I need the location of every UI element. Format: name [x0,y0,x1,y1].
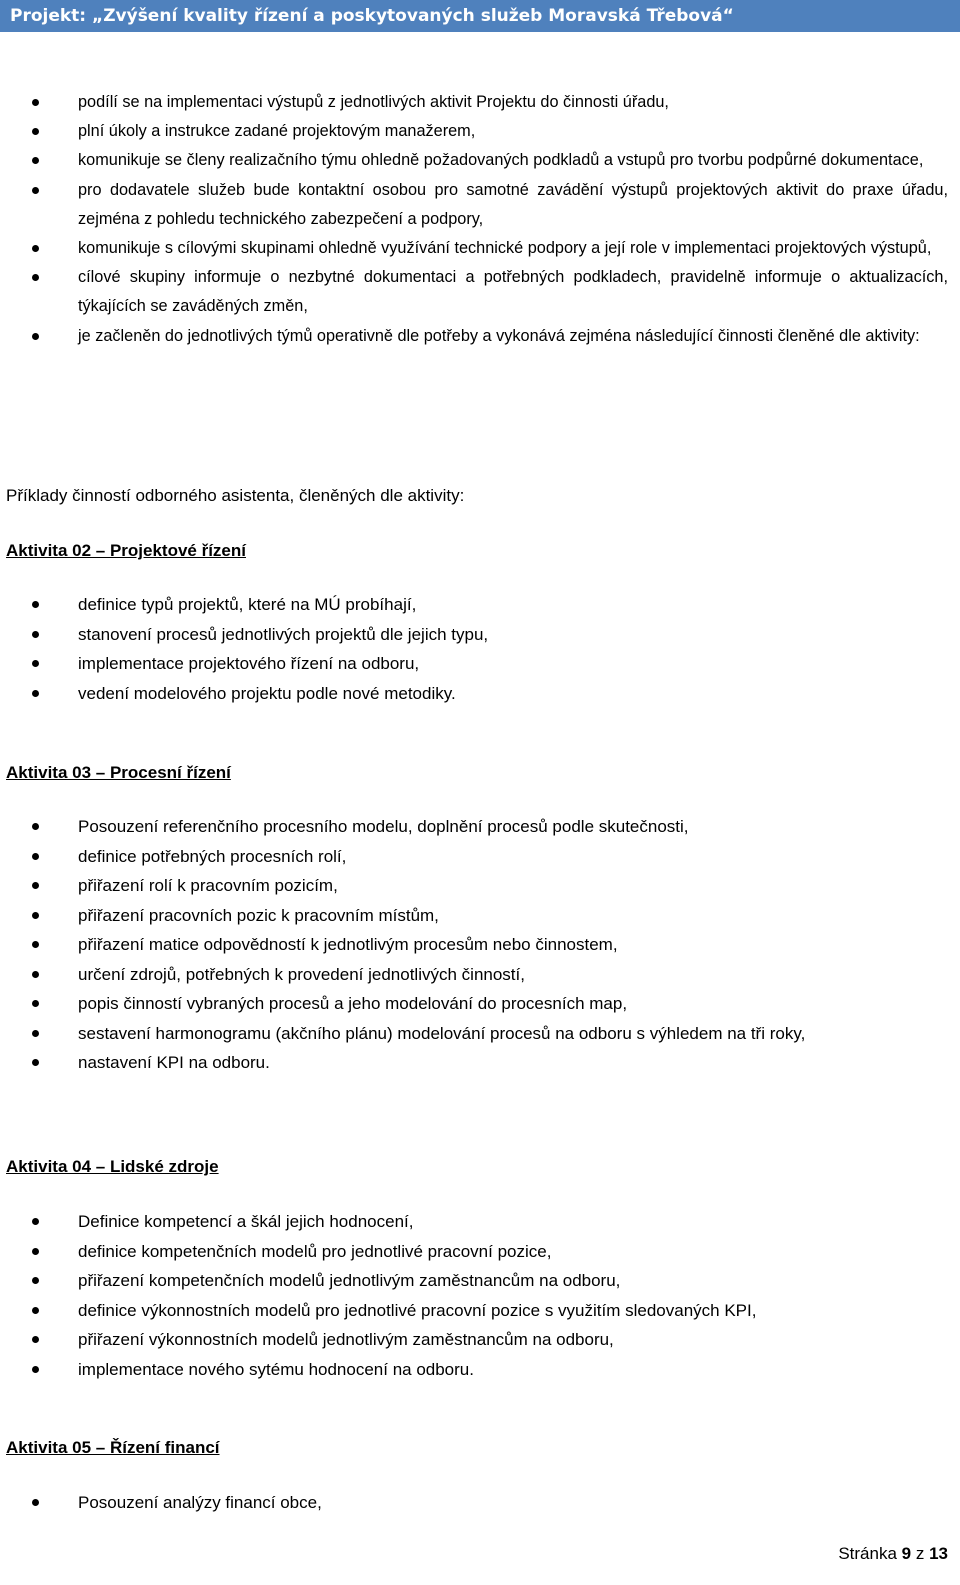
bullet-icon [32,823,39,830]
bullet-icon [32,1336,39,1343]
bullet-icon [32,690,39,697]
activity-05-list [0,1488,948,1518]
bullet-icon [32,1030,39,1037]
bullet-icon [32,1248,39,1255]
list-item: komunikuje se členy realizačního týmu ohledně požadovaných podkladů a vstupů pro tvorbu podpůrné dokumentace, [0,146,948,175]
activity-03-list [0,812,948,1078]
bullet-icon [32,601,39,608]
bullet-icon [32,1000,39,1007]
bullet-icon [32,1366,39,1373]
intro-paragraph: Příklady činností odborného asistenta, členěných dle aktivity: [6,486,465,505]
bullet-icon [32,99,39,106]
bullet-icon [32,333,39,340]
list-item: definice typů projektů, které na MÚ probíhají, [0,590,948,620]
section-heading-aktivita-02: Aktivita 02 – Projektové řízení [6,541,246,560]
list-item: implementace nového sytému hodnocení na odboru. [0,1355,948,1385]
list-item: implementace projektového řízení na odboru, [0,649,948,679]
list-item: přiřazení rolí k pracovním pozicím, [0,871,948,901]
bullet-icon [32,128,39,135]
activity-02-list [0,590,948,708]
bullet-icon [32,971,39,978]
bullet-icon [32,245,39,252]
list-item: Posouzení referenčního procesního modelu, doplnění procesů podle skutečnosti, [0,812,948,842]
list-item: cílové skupiny informuje o nezbytné dokumentaci a potřebných podkladech, pravidelně informuje o aktualizacích, týkajících se zaváděných změn, [0,263,948,321]
bullet-icon [32,631,39,638]
list-item: nastavení KPI na odboru. [0,1048,948,1078]
bullet-icon [32,941,39,948]
section-heading-aktivita-03: Aktivita 03 – Procesní řízení [6,763,231,782]
bullet-icon [32,660,39,667]
bullet-icon [32,1059,39,1066]
list-item: přiřazení matice odpovědností k jednotlivým procesům nebo činnostem, [0,930,948,960]
bullet-icon [32,1307,39,1314]
list-item: podílí se na implementaci výstupů z jednotlivých aktivit Projektu do činnosti úřadu, [0,88,948,117]
duties-list [0,88,948,351]
list-item: plní úkoly a instrukce zadané projektovým manažerem, [0,117,948,146]
section-heading-aktivita-05: Aktivita 05 – Řízení financí [6,1438,220,1457]
list-item: Definice kompetencí a škál jejich hodnocení, [0,1207,948,1237]
list-item: popis činností vybraných procesů a jeho modelování do procesních map, [0,989,948,1019]
list-item: definice výkonnostních modelů pro jednotlivé pracovní pozice s využitím sledovaných KPI, [0,1296,948,1326]
list-item: definice kompetenčních modelů pro jednotlivé pracovní pozice, [0,1237,948,1267]
list-item: je začleněn do jednotlivých týmů operativně dle potřeby a vykonává zejména následující činnosti členěné dle aktivity: [0,322,948,351]
list-item: komunikuje s cílovými skupinami ohledně využívání technické podpory a její role v implementaci projektových výstupů, [0,234,948,263]
bullet-icon [32,853,39,860]
bullet-icon [32,882,39,889]
running-header [0,0,960,32]
list-item: přiřazení výkonnostních modelů jednotlivým zaměstnancům na odboru, [0,1325,948,1355]
list-item: vedení modelového projektu podle nové metodiky. [0,679,948,709]
list-item: sestavení harmonogramu (akčního plánu) modelování procesů na odboru s výhledem na tři roky, [0,1019,948,1049]
bullet-icon [32,912,39,919]
running-header-title: Projekt: „Zvýšení kvality řízení a poskytovaných služeb Moravská Třebová“ [10,6,734,26]
page-number: Stránka 9 z 13 [838,1544,948,1563]
activity-04-list [0,1207,948,1384]
list-item: Posouzení analýzy financí obce, [0,1488,948,1518]
bullet-icon [32,157,39,164]
list-item: pro dodavatele služeb bude kontaktní osobou pro samotné zavádění výstupů projektových aktivit do praxe úřadu, zejména z pohledu technického zabezpečení a podpory, [0,176,948,234]
bullet-icon [32,1499,39,1506]
list-item: definice potřebných procesních rolí, [0,842,948,872]
list-item: přiřazení pracovních pozic k pracovním místům, [0,901,948,931]
bullet-icon [32,1277,39,1284]
section-heading-aktivita-04: Aktivita 04 – Lidské zdroje [6,1157,219,1176]
bullet-icon [32,1218,39,1225]
bullet-icon [32,187,39,194]
bullet-icon [32,274,39,281]
list-item: určení zdrojů, potřebných k provedení jednotlivých činností, [0,960,948,990]
list-item: stanovení procesů jednotlivých projektů dle jejich typu, [0,620,948,650]
list-item: přiřazení kompetenčních modelů jednotlivým zaměstnancům na odboru, [0,1266,948,1296]
